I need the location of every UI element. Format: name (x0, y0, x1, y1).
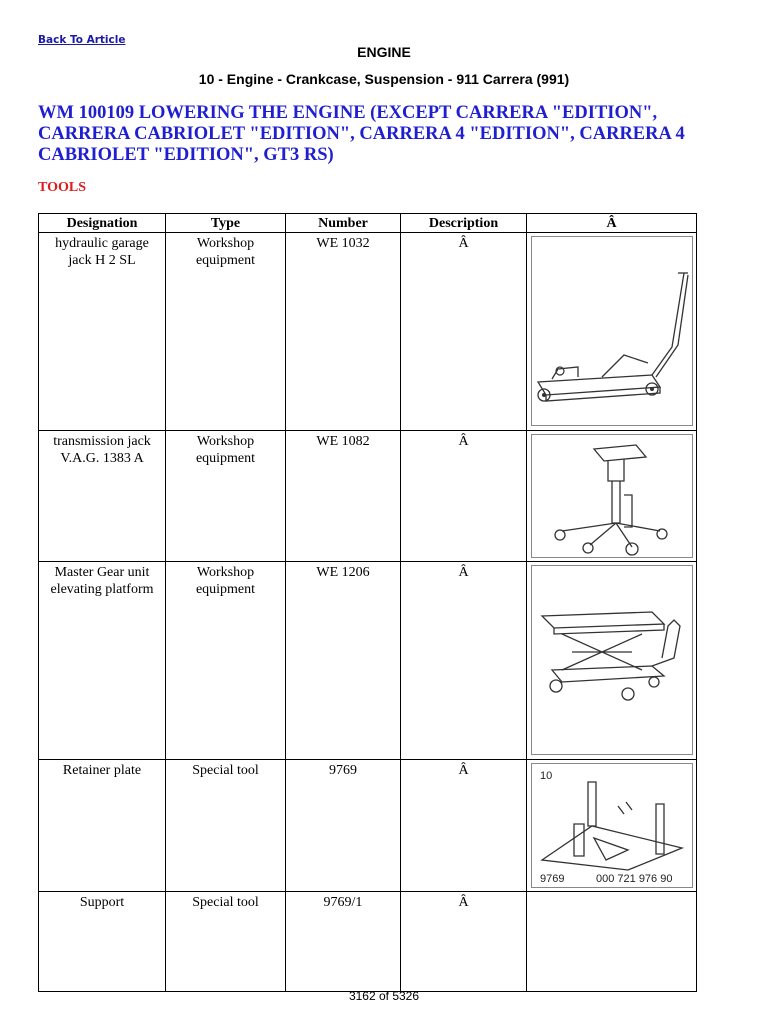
image-cell (527, 233, 697, 431)
description-cell: Â (401, 431, 527, 562)
type-cell: Workshop equipment (166, 431, 286, 562)
designation-cell: transmission jack V.A.G. 1383 A (39, 431, 166, 562)
column-header-description: Description (401, 214, 527, 233)
number-cell: WE 1032 (286, 233, 401, 431)
table-row (39, 431, 697, 562)
image-cell (527, 760, 697, 892)
column-header-image: Â (527, 214, 697, 233)
designation-cell: Master Gear unit elevating platform (39, 562, 166, 760)
page-number: 3162 of 5326 (348, 989, 420, 1003)
number-cell: 9769 (286, 760, 401, 892)
column-header-type: Type (166, 214, 286, 233)
subsection-heading: 10 - Engine - Crankcase, Suspension - 911 Carrera (991) (198, 71, 570, 87)
number-cell: 9769/1 (286, 892, 401, 992)
description-cell: Â (401, 233, 527, 431)
table-row (39, 233, 697, 431)
number-cell: WE 1082 (286, 431, 401, 562)
elevating-platform-illustration (531, 565, 693, 755)
number-cell: WE 1206 (286, 562, 401, 760)
table-row (39, 562, 697, 760)
image-label-bottom-right: 000 721 976 90 (595, 873, 672, 885)
image-cell (527, 431, 697, 562)
garage-jack-illustration (531, 236, 693, 426)
designation-cell: hydraulic garage jack H 2 SL (39, 233, 166, 431)
page-title: WM 100109 LOWERING THE ENGINE (EXCEPT CARRERA "EDITION", CARRERA CABRIOLET "EDITION", CARRERA 4 "EDITION", CARRERA 4 CABRIOLET "EDITION", GT3 RS) (38, 103, 685, 165)
section-heading: ENGINE (357, 44, 411, 60)
description-cell: Â (401, 760, 527, 892)
table-header-row (39, 214, 697, 233)
description-cell: Â (401, 562, 527, 760)
designation-cell: Support (39, 892, 166, 992)
tools-heading: TOOLS (38, 180, 86, 195)
image-label-top-left: 10 (539, 770, 552, 782)
tools-table (38, 213, 697, 992)
image-label-bottom-left: 9769 (539, 873, 564, 885)
type-cell: Special tool (166, 892, 286, 992)
retainer-plate-illustration (531, 763, 693, 888)
column-header-number: Number (286, 214, 401, 233)
column-header-designation: Designation (39, 214, 166, 233)
back-to-article-link[interactable]: Back To Article (38, 34, 126, 46)
designation-cell: Retainer plate (39, 760, 166, 892)
table-row (39, 892, 697, 992)
transmission-jack-illustration (531, 434, 693, 558)
table-row (39, 760, 697, 892)
type-cell: Workshop equipment (166, 233, 286, 431)
type-cell: Workshop equipment (166, 562, 286, 760)
image-cell (527, 892, 697, 992)
description-cell: Â (401, 892, 527, 992)
image-cell (527, 562, 697, 760)
type-cell: Special tool (166, 760, 286, 892)
